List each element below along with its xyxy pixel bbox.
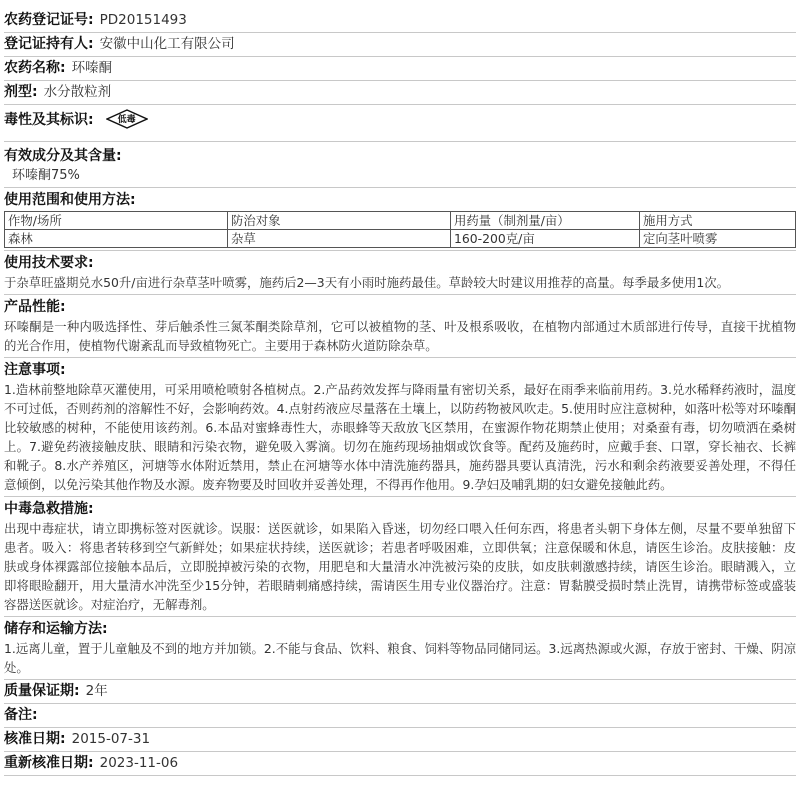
storage-text: 1.远离儿童，置于儿童触及不到的地方并加锁。2.不能与食品、饮料、粮食、饲料等物品同储同运。3.远离热源或火源，存放于密封、干燥、阴凉处。 — [4, 641, 796, 675]
ingredient-heading: 有效成分及其含量: — [4, 148, 122, 164]
first-aid-heading: 中毒急救措施: — [4, 501, 94, 517]
usage-heading: 使用范围和使用方法: — [4, 192, 136, 208]
technical-requirements-heading: 使用技术要求: — [4, 255, 94, 271]
registration-number-label: 农药登记证号: — [4, 12, 94, 28]
toxicity-badge-text: 低毒 — [117, 115, 136, 125]
divider — [4, 187, 796, 188]
performance-text: 环嗪酮是一种内吸选择性、芽后触杀性三氮苯酮类除草剂，它可以被植物的茎、叶及根系吸收，在植物内部通过木质部进行传导，直接干扰植物的光合作用，使植物代谢紊乱而导致植物死亡。主要用于森林防火道防除杂草。 — [4, 319, 796, 353]
formulation-row — [4, 81, 796, 104]
table-header-cell: 施用方式 — [640, 212, 796, 230]
table-header-row — [5, 212, 796, 230]
approval-date-row — [4, 728, 796, 751]
pesticide-name-value: 环嗪酮 — [71, 60, 113, 76]
table-cell: 定向茎叶喷雾 — [640, 230, 796, 248]
registration-number-row — [4, 9, 796, 32]
toxicity-label: 毒性及其标识: — [4, 112, 94, 128]
usage-table — [4, 211, 796, 248]
table-row — [5, 230, 796, 248]
table-header-cell: 用药量（制剂量/亩） — [451, 212, 640, 230]
divider — [4, 141, 796, 142]
performance-heading: 产品性能: — [4, 299, 66, 315]
ingredient-value: 环嗪酮75% — [12, 168, 80, 183]
table-cell: 杂草 — [228, 230, 451, 248]
divider — [4, 357, 796, 358]
precautions-text: 1.造林前整地除草灭灌使用，可采用喷枪喷射各植树点。2.产品药效发挥与降雨量有密切关系，最好在雨季来临前用药。3.兑水稀释药液时，温度不可过低，否则药剂的溶解性不好，会影响药效。4.点射药液应尽量落在土壤上，以防药物被风吹走。5.使用时应注意树种，如落叶松等对环嗪酮比较敏感的树种，不能使用该药剂。6.本品对蜜蜂毒性大，赤眼蜂等天敌放飞区禁用，在蜜源作物花期禁止使用；对桑蚕有毒，切勿喷洒在桑树上。7.避免药液接触皮肤、眼睛和污染衣物，避免吸入雾滴。切勿在施药现场抽烟或饮食等。配药及施药时，应戴手套、口罩，穿长袖衣、长裤和靴子。8.水产养殖区，河塘等水体附近禁用，禁止在河塘等水体中清洗施药器具，施药器具要认真清洗，污水和剩余药液要妥善处理，不得任意倾倒，以免污染其他作物及水源。废弃物要及时回收并妥善处理，不得再作他用。9.孕妇及哺乳期的妇女避免接触此药。 — [4, 382, 796, 492]
warranty-value: 2年 — [85, 683, 108, 699]
divider — [4, 294, 796, 295]
reapproval-date-row — [4, 752, 796, 775]
reapproval-date-label: 重新核准日期: — [4, 755, 94, 771]
divider — [4, 616, 796, 617]
storage-heading: 储存和运输方法: — [4, 621, 108, 637]
pesticide-label-document — [4, 9, 796, 776]
remarks-row — [4, 704, 796, 727]
table-cell: 160-200克/亩 — [451, 230, 640, 248]
warranty-label: 质量保证期: — [4, 683, 80, 699]
low-toxicity-badge-icon — [106, 109, 148, 129]
divider — [4, 775, 796, 776]
reapproval-date-value: 2023-11-06 — [99, 755, 179, 771]
first-aid-text: 出现中毒症状，请立即携标签对医就诊。误服：送医就诊，如果陷入昏迷，切勿经口喂入任何东西，将患者头朝下身体左侧，尽量不要单独留下患者。吸入：将患者转移到空气新鲜处；如果症状持续，送医就诊；若患者呼吸困难，立即供氧；注意保暖和休息，请医生诊治。皮肤接触：皮肤或身体裸露部位接触本品后，立即脱掉被污染的衣物，用肥皂和大量清水冲洗被污染的皮肤，如皮肤刺激感持续，请医生诊治。眼睛溅入，立即将眼睑翻开，用大量清水冲洗至少15分钟，若眼睛刺痛感持续，需请医生用专业仪器治疗。注意：胃黏膜受损时禁止洗胃，请携带标签或盛装容器送医就诊。对症治疗，无解毒剂。 — [4, 521, 796, 612]
table-header-cell: 防治对象 — [228, 212, 451, 230]
warranty-row — [4, 680, 796, 703]
precautions-heading: 注意事项: — [4, 362, 66, 378]
toxicity-row — [4, 105, 796, 133]
divider — [4, 250, 796, 251]
pesticide-name-label: 农药名称: — [4, 60, 66, 76]
formulation-value: 水分散粒剂 — [43, 84, 112, 100]
holder-label: 登记证持有人: — [4, 36, 94, 52]
holder-value: 安徽中山化工有限公司 — [99, 36, 235, 52]
holder-row — [4, 33, 796, 56]
divider — [4, 496, 796, 497]
pesticide-name-row — [4, 57, 796, 80]
technical-requirements-text: 于杂草旺盛期兑水50升/亩进行杂草茎叶喷雾，施药后2—3天有小雨时施药最佳。草龄较大时建议用推荐的高量。每季最多使用1次。 — [4, 275, 730, 290]
table-cell: 森林 — [5, 230, 228, 248]
registration-number-value: PD20151493 — [99, 12, 187, 28]
approval-date-value: 2015-07-31 — [71, 731, 151, 747]
approval-date-label: 核准日期: — [4, 731, 66, 747]
formulation-label: 剂型: — [4, 84, 38, 100]
table-header-cell: 作物/场所 — [5, 212, 228, 230]
remarks-label: 备注: — [4, 707, 38, 723]
